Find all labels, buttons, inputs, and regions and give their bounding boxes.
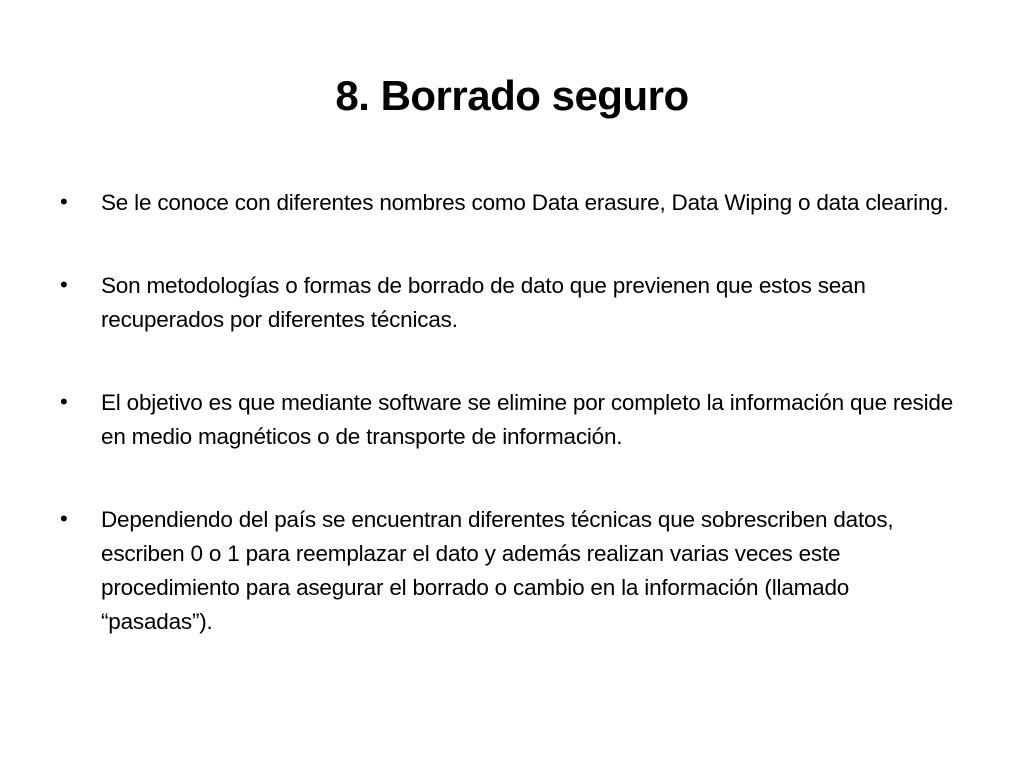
bullet-text: Dependiendo del país se encuentran diferentes técnicas que sobrescriben datos, escriben 0 o 1 para reemplazar el dato y además realizan varias veces este procedimiento para asegurar el borrado o cambio en la información (llamado “pasadas”). xyxy=(101,507,894,634)
bullet-item-country-techniques xyxy=(60,503,960,639)
bullet-icon: • xyxy=(60,506,68,531)
bullet-item-data-erasure-names xyxy=(60,186,960,220)
bullet-icon: • xyxy=(60,272,68,297)
bullet-text: El objetivo es que mediante software se elimine por completo la información que reside en medio magnéticos o de transporte de información. xyxy=(101,390,954,449)
bullet-list xyxy=(60,186,960,639)
bullet-item-methodologies xyxy=(60,269,960,337)
bullet-text: Son metodologías o formas de borrado de dato que previenen que estos sean recuperados por diferentes técnicas. xyxy=(101,273,866,332)
bullet-text: Se le conoce con diferentes nombres como Data erasure, Data Wiping o data clearing. xyxy=(101,190,949,215)
bullet-icon: • xyxy=(60,189,68,214)
slide-title: 8. Borrado seguro xyxy=(335,72,689,119)
bullet-item-objective xyxy=(60,386,960,454)
bullet-icon: • xyxy=(60,389,68,414)
